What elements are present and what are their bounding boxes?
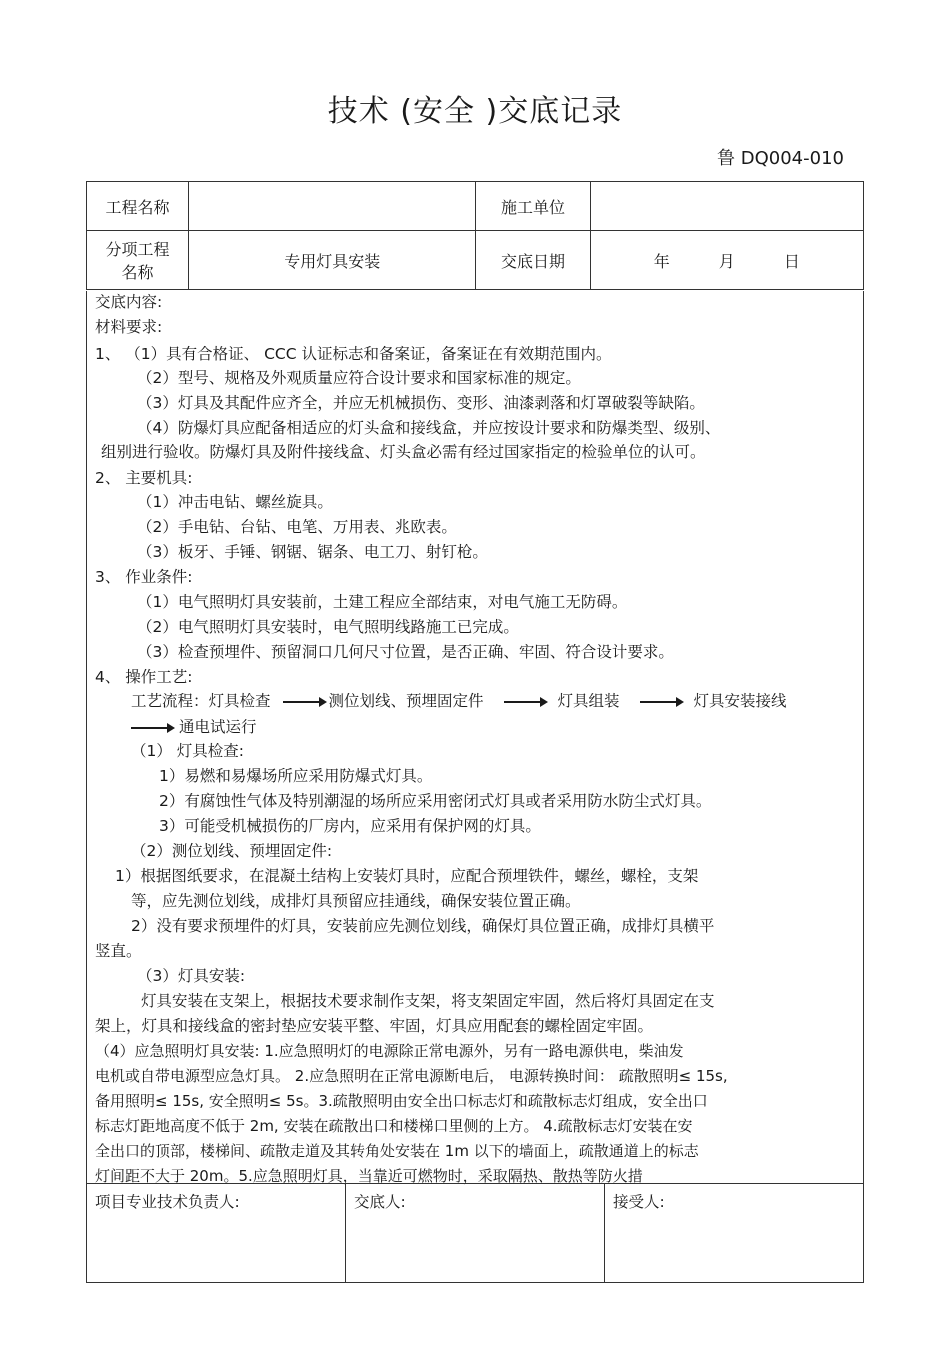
sub-project-label <box>87 231 189 290</box>
content-line: 3）可能受机械损伤的厂房内，应采用有保护网的灯具。 <box>159 817 541 835</box>
content-line: 材料要求: <box>95 318 163 336</box>
content-line: （1） 灯具检查: <box>131 742 245 760</box>
sub-project-value: 专用灯具安装 <box>189 231 476 290</box>
construction-unit-label: 施工单位 <box>476 182 590 231</box>
content-line: 组别进行验收。防爆灯具及附件接线盒、灯头盒必需有经过国家指定的检验单位的认可。 <box>101 443 706 461</box>
content-line: 标志灯距地高度不低于 2m, 安装在疏散出口和楼梯口里侧的上方。 4.疏散标志灯安装在安 <box>95 1117 693 1135</box>
process-flow <box>131 690 787 712</box>
content-line: （4）应急照明灯具安装: 1.应急照明灯的电源除正常电源外，另有一路电源供电，柴油发 <box>95 1042 684 1060</box>
content-line: （3）灯具安装: <box>137 967 246 985</box>
arrow-right-icon <box>640 701 682 703</box>
signature-table <box>86 1183 864 1283</box>
content-line: （2）手电钻、台钻、电笔、万用表、兆欧表。 <box>137 518 457 536</box>
content-line: 电机或自带电源型应急灯具。 2.应急照明在正常电源断电后， 电源转换时间： 疏散照明≤ 15s, <box>95 1067 728 1085</box>
content-line: 灯间距不大于 20m。5.应急照明灯具，当靠近可燃物时，采取隔热、散热等防火措 <box>95 1167 643 1185</box>
content-line: 1、 （1）具有合格证、 CCC 认证标志和备案证，备案证在有效期范围内。 <box>95 345 612 363</box>
flow-step-label: 工艺流程：灯具检查 <box>131 692 271 710</box>
content-line: （3）板牙、手锤、钢锯、锯条、电工刀、射钉枪。 <box>137 543 488 561</box>
date-value <box>590 231 863 290</box>
content-line: 2）没有要求预埋件的灯具，安装前应先测位划线，确保灯具位置正确，成排灯具横平 <box>131 917 715 935</box>
content-line: （1）电气照明灯具安装前，土建工程应全部结束，对电气施工无防碍。 <box>137 593 628 611</box>
content-line: 灯具安装在支架上，根据技术要求制作支架，将支架固定牢固，然后将灯具固定在支 <box>141 992 715 1010</box>
content-line: 备用照明≤ 15s, 安全照明≤ 5s。3.疏散照明由安全出口标志灯和疏散标志灯组成，安全出口 <box>95 1092 708 1110</box>
sub-project-label-line2: 名称 <box>121 263 154 282</box>
content-line: 竖直。 <box>95 942 142 960</box>
flow-step: 灯具安装接线 <box>693 692 787 710</box>
tech-lead-label: 项目专业技术负责人: <box>95 1193 240 1211</box>
discloser-label: 交底人: <box>354 1193 406 1211</box>
project-name-value <box>189 182 476 231</box>
date-day: 日 <box>783 251 800 271</box>
content-line: 4、 操作工艺: <box>95 668 193 686</box>
document-code: 鲁 DQ004-010 <box>717 148 844 169</box>
date-label: 交底日期 <box>476 231 590 290</box>
disclosure-content <box>86 291 864 1183</box>
content-line: （1）冲击电钻、螺丝旋具。 <box>137 493 333 511</box>
flow-step: 测位划线、预埋固定件 <box>328 692 484 710</box>
content-line: （2）测位划线、预埋固定件: <box>131 842 333 860</box>
content-line: 1）根据图纸要求，在混凝土结构上安装灯具时，应配合预埋铁件，螺丝，螺栓，支架 <box>115 867 699 885</box>
arrow-right-icon <box>504 701 546 703</box>
project-name-label: 工程名称 <box>87 182 189 231</box>
flow-step: 灯具组装 <box>557 692 620 710</box>
content-line: （4）防爆灯具应配备相适应的灯头盒和接线盒，并应按设计要求和防爆类型、级别、 <box>137 419 721 437</box>
date-month: 月 <box>718 251 735 271</box>
discloser-cell <box>346 1184 605 1283</box>
content-line: （3）灯具及其配件应齐全，并应无机械损伤、变形、油漆剥落和灯罩破裂等缺陷。 <box>137 394 705 412</box>
content-line: 2、 主要机具: <box>95 469 193 487</box>
construction-unit-value <box>590 182 863 231</box>
receiver-cell <box>605 1184 864 1283</box>
tech-lead-cell <box>87 1184 346 1283</box>
document-title: 技术 (安全 )交底记录 <box>327 94 623 129</box>
content-line: 2）有腐蚀性气体及特别潮湿的场所应采用密闭式灯具或者采用防水防尘式灯具。 <box>159 792 712 810</box>
arrow-right-icon <box>131 727 173 729</box>
content-line: （2）型号、规格及外观质量应符合设计要求和国家标准的规定。 <box>137 369 581 387</box>
flow-step: 通电试运行 <box>179 718 257 736</box>
content-line: 3、 作业条件: <box>95 568 193 586</box>
arrow-right-icon <box>283 701 325 703</box>
process-flow-cont <box>131 716 257 738</box>
content-line: 等，应先测位划线，成排灯具预留应挂通线，确保安装位置正确。 <box>131 892 581 910</box>
content-line: （3）检查预埋件、预留洞口几何尺寸位置，是否正确、牢固、符合设计要求。 <box>137 643 674 661</box>
content-line: 交底内容: <box>95 293 163 311</box>
sub-project-label-line1: 分项工程 <box>105 240 170 259</box>
date-year: 年 <box>653 251 670 271</box>
content-line: 全出口的顶部，楼梯间、疏散走道及其转角处安装在 1m 以下的墙面上，疏散通道上的标志 <box>95 1142 699 1160</box>
content-line: 架上，灯具和接线盒的密封垫应安装平整、牢固，灯具应用配套的螺栓固定牢固。 <box>95 1017 654 1035</box>
content-line: 1）易燃和易爆场所应采用防爆式灯具。 <box>159 767 433 785</box>
header-table <box>86 181 864 290</box>
content-line: （2）电气照明灯具安装时，电气照明线路施工已完成。 <box>137 618 519 636</box>
receiver-label: 接受人: <box>613 1193 665 1211</box>
